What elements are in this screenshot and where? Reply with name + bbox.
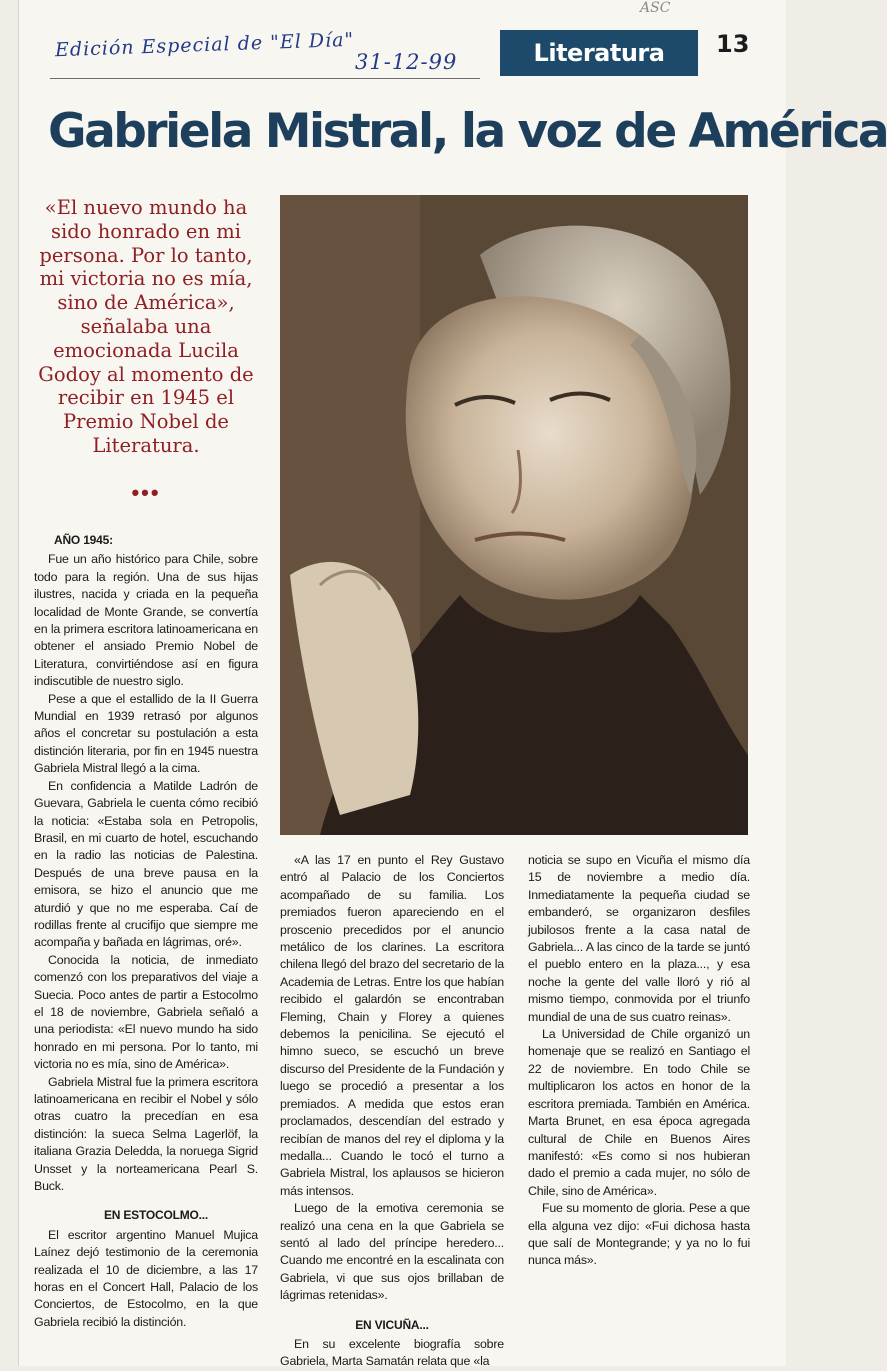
page-number: 13	[716, 30, 750, 58]
paragraph: La Universidad de Chile organizó un homenaje que se realizó en Santiago el 22 de noviembre. En todo Chile se multiplicaron los actos en honor de la escritora premiada. También en América. Marta Brunet, en esa época agregada cultural de Chile en Buenos Aires manifestó: «Es como si nos hubieran dado el premio a cada mujer, no sólo de Chile, sino de América».	[528, 1027, 750, 1198]
paragraph: Pese a que el estallido de la II Guerra Mundial en 1939 retrasó por algunos años el concretar su postulación a esta distinción literaria, por fin en 1945 nuestra Gabriela Mistral llegó a la cima.	[34, 691, 258, 776]
handwritten-date: 31-12-99	[355, 50, 458, 74]
paragraph: Fue un año histórico para Chile, sobre todo para la región. Una de sus hijas ilustres, nacida y criada en la pequeña localidad de Monte Grande, se convertía en la primera escritora latinoamericana en obtener el ansiado Premio Nobel de Literatura, convirtiéndose así en figura indiscutible de nuestro siglo.	[34, 552, 258, 689]
paragraph: En confidencia a Matilde Ladrón de Guevara, Gabriela le cuenta cómo recibió la noticia: «Estaba sola en Petropolis, Brasil, en mi cuarto de hotel, escuchando en la radio las noticias de Palestina. Después de una breve pausa en la emisora, se hizo el anuncio que me aturdió y que no me esperaba. Caí de rodillas frente al crucifijo que siempre me acompaña y bañada en lágrimas, oré».	[34, 778, 258, 950]
handwritten-annotation	[55, 26, 495, 78]
portrait-photo	[280, 195, 748, 835]
pull-quote-ornament: •••	[131, 480, 161, 505]
portrait-illustration	[280, 195, 748, 835]
paragraph: Luego de la emotiva ceremonia se realizó una cena en la que Gabriela se sentó al lado del príncipe heredero... Cuando me encontré en la escalinata con Gabriela, vi que sus ojos brillaban de lágrimas retenidas».	[280, 1201, 504, 1303]
handwritten-source: Edición Especial de "El Día"	[54, 28, 355, 62]
article-column-1	[34, 528, 258, 1331]
paragraph: Conocida la noticia, de inmediato comenzó con los preparativos del viaje a Suecia. Poco antes de partir a Estocolmo el 18 de noviembre, Gabriela señaló a una periodista: «El nuevo mundo ha sido honrado en mi persona. Por lo tanto, mi victoria no es mía, sino de América».	[34, 952, 258, 1072]
article-column-2	[280, 852, 504, 1371]
corner-handwritten-note: ASC	[640, 0, 671, 16]
subheading-1945: AÑO 1945:	[54, 533, 113, 547]
header-rule	[50, 78, 480, 79]
paragraph: Gabriela Mistral fue la primera escritora latinoamericana en recibir el Nobel y sólo otras cuatro la precedían en esa distinción: la sueca Selma Lagerlöf, la italiana Grazia Deledda, la noruega Sigrid Unsset y la norteamericana Pearl S. Buck.	[34, 1074, 258, 1194]
subheading-vicuna: EN VICUÑA...	[355, 1317, 429, 1332]
paragraph: «A las 17 en punto el Rey Gustavo entró al Palacio de los Conciertos acompañado de su familia. Los premiados fueron apareciendo en el proscenio precedidos por el anuncio metálico de los clarines. La escritora chilena llegó del brazo del secretario de la Academia de Letras. Entre los que habían recibido el galardón se encontraban Fleming, Chain y Florey a quienes debemos la penicilina. Se ejecutó el himno sueco, se escuchó un breve discurso del Presidente de la Fundación y luego se procedió a presentar a los premiados. A medida que estos eran proclamados, descendían del estrado y recibían de manos del rey el diploma y la medalla... Cuando le tocó el turno a Gabriela Mistral, los aplausos se hicieron más intensos.	[280, 853, 504, 1198]
paragraph: En su excelente biografía sobre Gabriela, Marta Samatán relata que «la	[280, 1336, 504, 1369]
section-label: Literatura	[500, 30, 698, 76]
subheading-estocolmo: EN ESTOCOLMO...	[103, 1208, 209, 1223]
article-column-3	[528, 852, 750, 1270]
paragraph: noticia se supo en Vicuña el mismo día 15 de noviembre a medio día. Inmediatamente la pequeña ciudad se embanderó, se organizaron desfiles jubilosos frente a la casa natal de Gabriela... A las cinco de la tarde se juntó el pueblo entero en la plaza..., y esa noche la gente del valle lloró y rió al mismo tiempo, conmovida por el triunfo mundial de una de sus cuatro reinas».	[528, 853, 750, 1024]
pull-quote: «El nuevo mundo ha sido honrado en mi persona. Por lo tanto, mi victoria no es mía, sino de América», señalaba una emocionada Lucila Godoy al momento de recibir en 1945 el Premio Nobel de Literatura.	[38, 196, 254, 457]
paragraph: Fue su momento de gloria. Pese a que ella alguna vez dijo: «Fui dichosa hasta que salí de Montegrande; y ya no lo fui nunca más».	[528, 1201, 750, 1268]
headline: Gabriela Mistral, la voz de América	[48, 104, 887, 159]
paragraph: El escritor argentino Manuel Mujica Laínez dejó testimonio de la ceremonia realizada el 10 de diciembre, a las 17 horas en el Concert Hall, Palacio de los Conciertos, de Estocolmo, en la que Gabriela recibió la distinción.	[34, 1227, 258, 1329]
